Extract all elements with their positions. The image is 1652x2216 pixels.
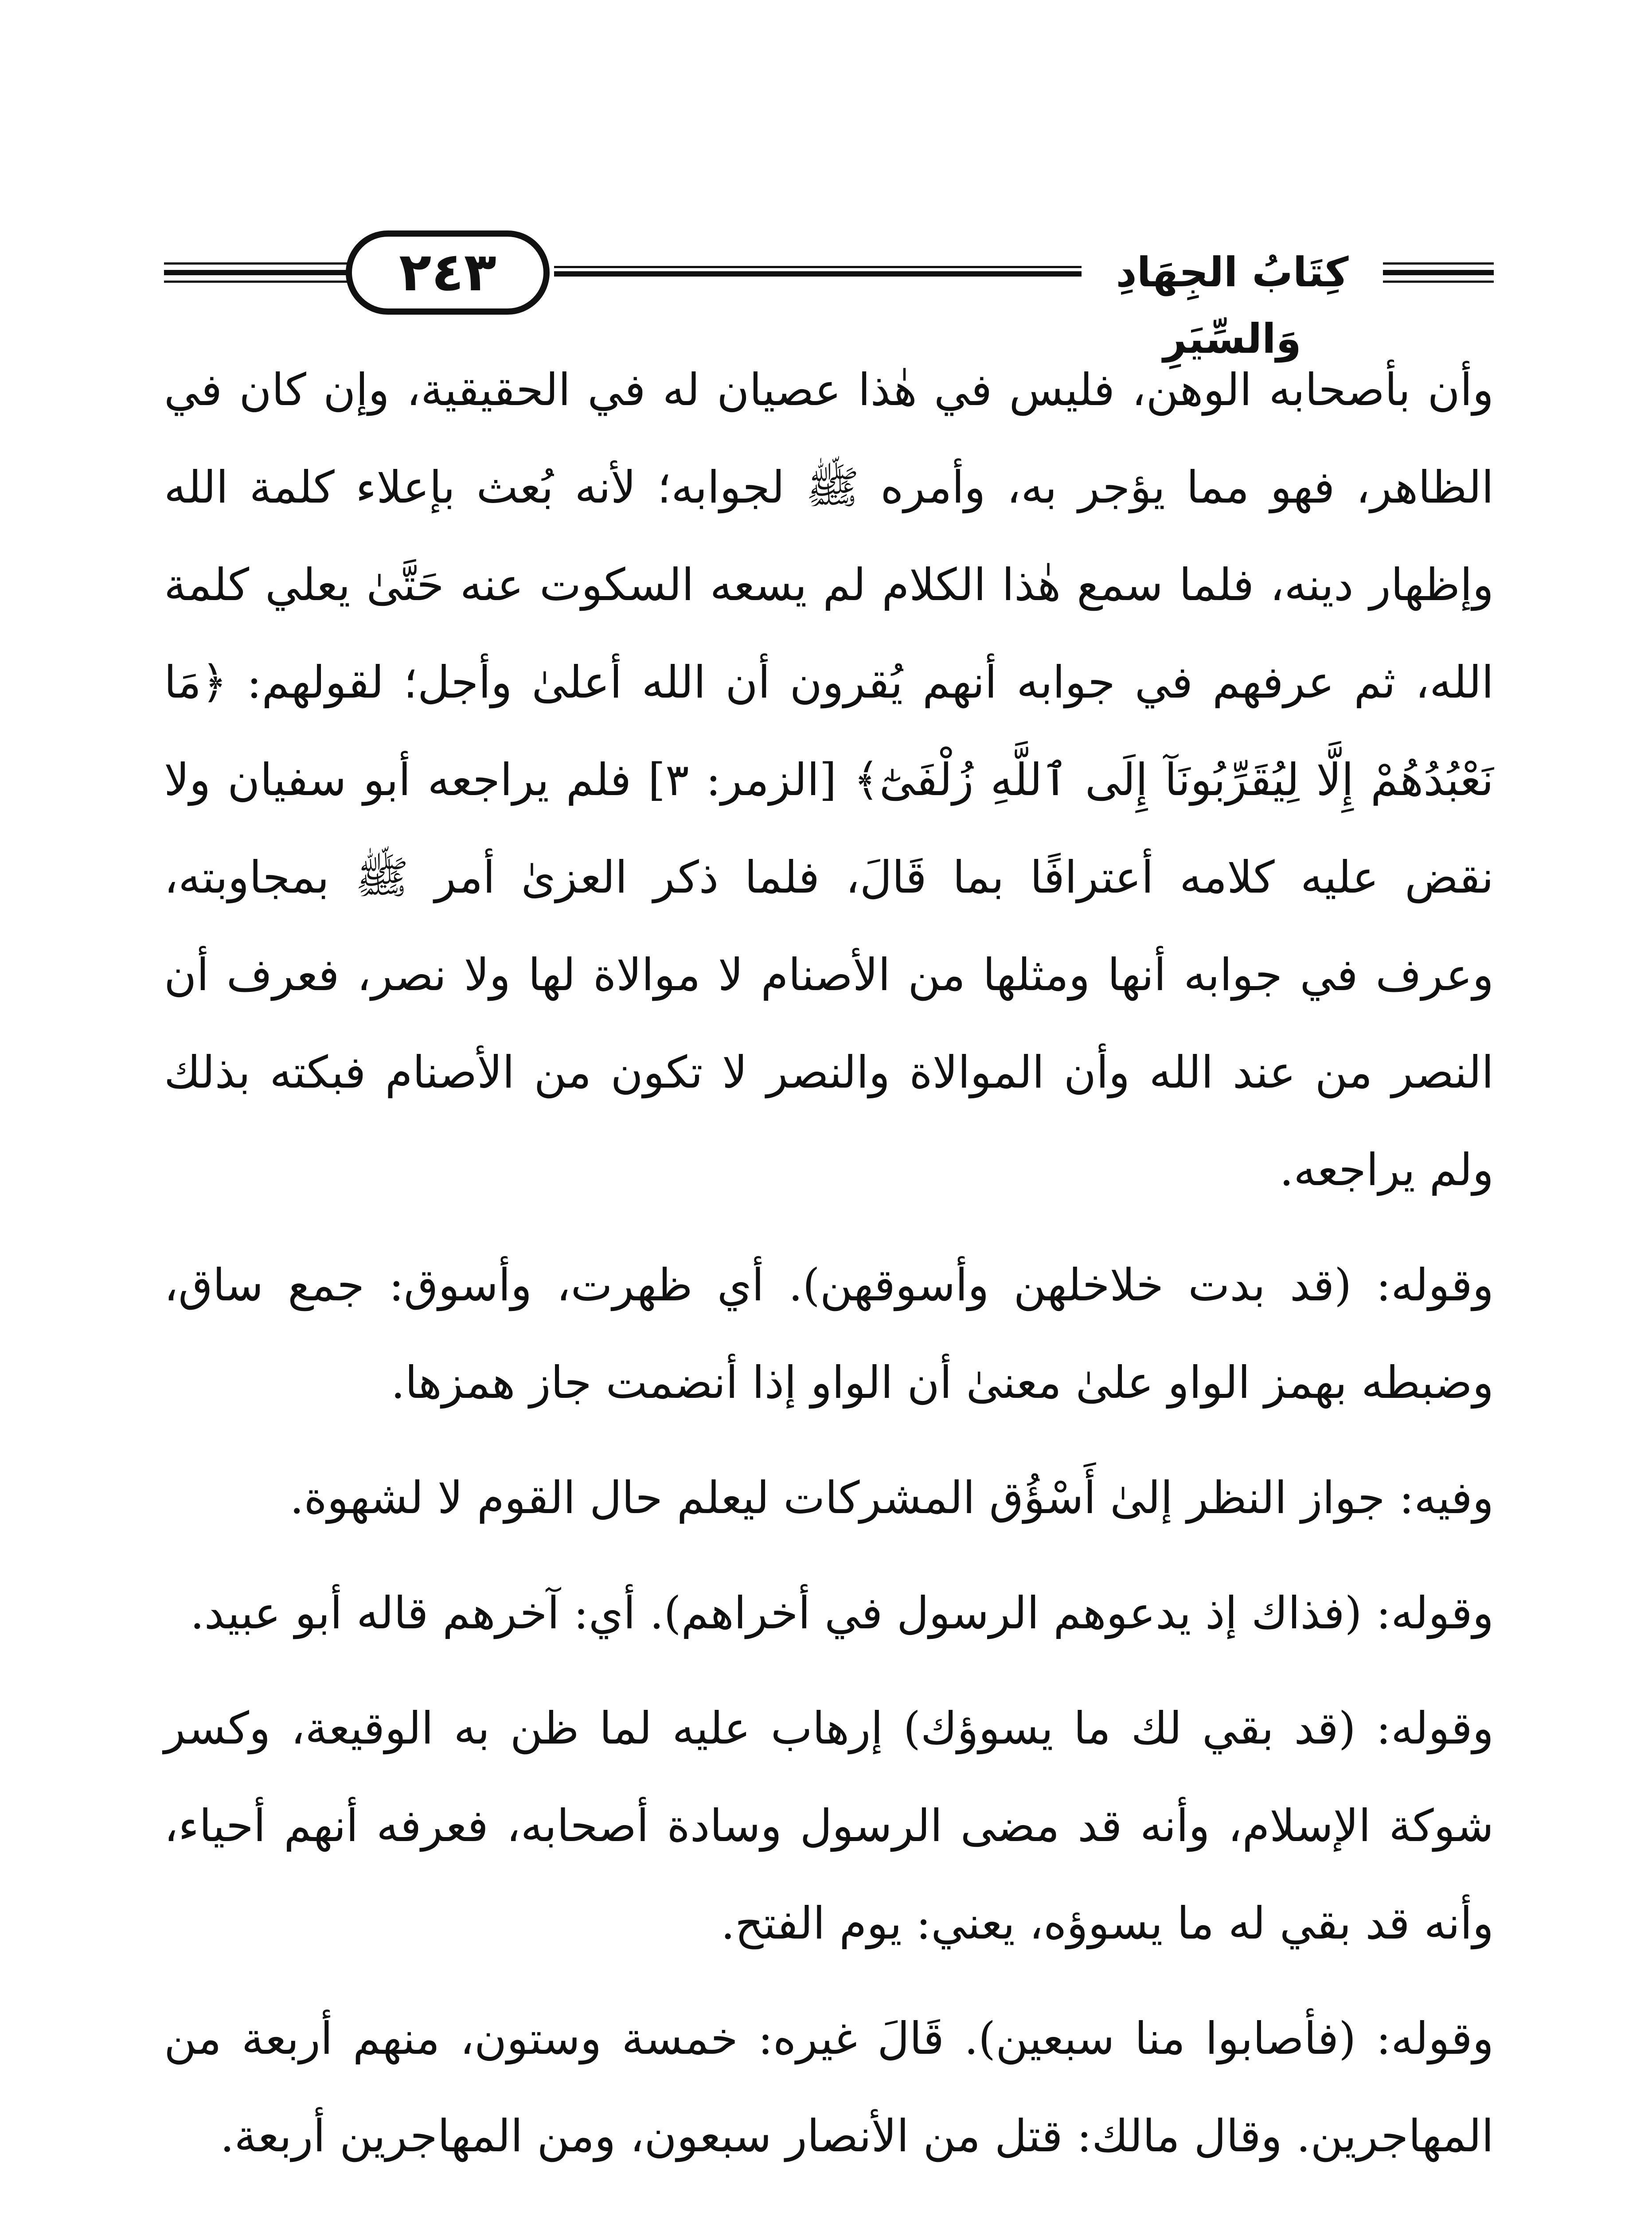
header-rule-middle: [554, 266, 1082, 279]
paragraph: وقوله: (فأصابوا منا سبعين). قَالَ غيره: خمسة وستون، منهم أربعة من المهاجرين. وقال مالك: قتل من الأنصار سبعون، ومن المهاجرين أربعة.: [164, 2013, 1494, 2162]
paragraph: وقوله: (فذاك إذ يدعوهم الرسول في أخراهم). أي: آخرهم قاله أبو عبيد.: [190, 1587, 1494, 1639]
page-number: ٢٤٣: [399, 242, 496, 303]
paragraph: وأن بأصحابه الوهن، فليس في هٰذا عصيان له في الحقيقية، وإن كان في الظاهر، فهو مما يؤجر به، وأمره ﷺ لجوابه؛ لأنه بُعث بإعلاء كلمة الله وإظهار دينه، فلما سمع هٰذا الكلام لم يسعه السكوت عنه حَتَّىٰ يعلي كلمة الله، ثم عرفهم في جوابه أنهم يُقرون أن الله أعلىٰ وأجل؛ لقولهم: ﴿مَا نَعْبُدُهُمْ إِلَّا لِيُقَرِّبُونَآ إِلَى ٱللَّهِ زُلْفَىٰٓ﴾ [الزمر: ٣] فلم يراجعه أبو سفيان ولا نقض عليه كلامه أعترافًا بما قَالَ، فلما ذكر العزىٰ أمر ﷺ بمجاوبته، وعرف في جوابه أنها ومثلها من الأصنام لا موالاة لها ولا نصر، فعرف أن النصر من عند الله وأن الموالاة والنصر لا تكون من الأصنام فبكته بذلك ولم يراجعه.: [164, 364, 1494, 1196]
paragraph: وفيه: جواز النظر إلىٰ أَسْؤُق المشركات ليعلم حال القوم لا لشهوة.: [289, 1472, 1494, 1524]
header-rule-right: [1383, 262, 1494, 283]
paragraph: وقوله: (قد بدت خلاخلهن وأسوقهن). أي ظهرت، وأسوق: جمع ساق، وضبطه بهمز الواو علىٰ معنىٰ أن الواو إذا أنضمت جاز همزها.: [164, 1259, 1494, 1408]
header-rule-left: [164, 262, 350, 283]
page-header: [164, 222, 1494, 363]
book-title: كِتَابُ الجِهَادِ وَالسِّيَرِ: [1116, 249, 1349, 363]
page-number-frame: [346, 230, 550, 315]
main-text: [164, 341, 1494, 2216]
paragraph: [164, 2203, 1494, 2216]
paragraph: وقوله: (قد بقي لك ما يسوؤك) إرهاب عليه لما ظن به الوقيعة، وكسر شوكة الإسلام، وأنه قد مضى الرسول وسادة أصحابه، فعرفه أنهم أحياء، وأنه قد بقي له ما يسوؤه، يعني: يوم الفتح.: [164, 1702, 1494, 1949]
